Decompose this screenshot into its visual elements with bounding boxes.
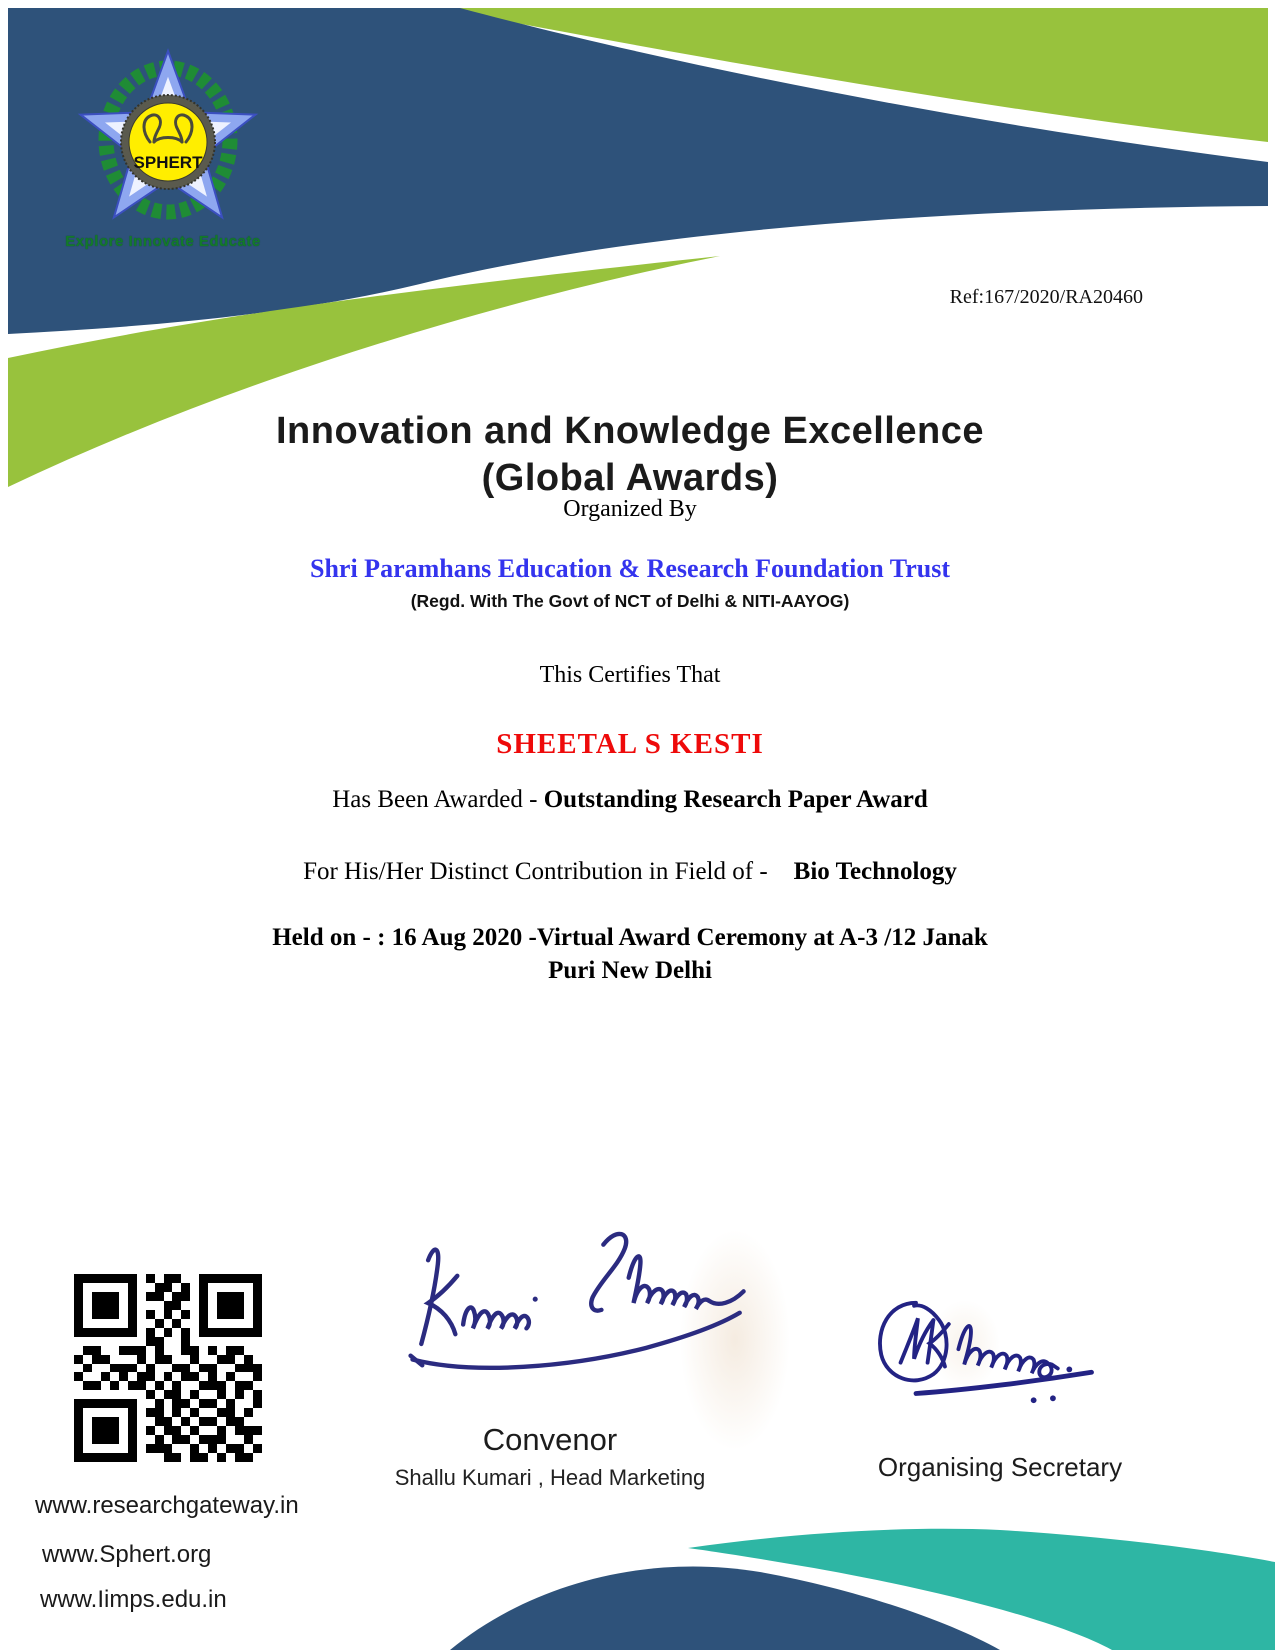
award-prefix: Has Been Awarded - [332,786,544,813]
held-line1: Held on - : 16 Aug 2020 -Virtual Award Ceremony at A-3 /12 Janak [272,924,988,951]
secretary-title: Organising Secretary [877,1452,1123,1482]
award-name: Outstanding Research Paper Award [543,786,928,813]
convenor-signature [395,1215,765,1395]
website-researchgateway: www.researchgateway.in [35,1492,299,1519]
recipient-name: SHEETAL S KESTI [496,728,764,760]
reference-number: Ref:167/2020/RA20460 [949,286,1143,308]
award-line [0,786,1260,814]
held-line [0,922,1260,987]
registration-line: (Regd. With The Govt of NCT of Delhi & NITI-AAYOG) [410,591,850,611]
logo-tagline: Explore Innovate Educate [65,233,261,250]
field-line [0,858,1260,886]
qr-code [74,1274,262,1462]
sphert-logo [66,40,270,235]
held-line2: Puri New Delhi [548,956,712,984]
bottom-wave-decoration [0,1500,1275,1650]
certifies-label: This Certifies That [539,662,721,688]
logo-acronym: SPHERT [133,153,203,172]
organized-by-label: Organized By [563,496,697,522]
website-sphert: www.Sphert.org [42,1541,212,1568]
field-prefix: For His/Her Distinct Contribution in Field of - [303,858,768,885]
convenor-title: Convenor [482,1422,618,1457]
certificate-title-line1: Innovation and Knowledge Excellence [276,410,984,452]
organization-name: Shri Paramhans Education & Research Foundation Trust [310,554,950,583]
secretary-signature [858,1272,1136,1407]
field-name: Bio Technology [793,858,957,885]
convenor-name-role: Shallu Kumari , Head Marketing [394,1465,706,1490]
website-iimps: www.Iimps.edu.in [40,1586,227,1613]
certificate-title-line2: (Global Awards) [481,457,779,499]
